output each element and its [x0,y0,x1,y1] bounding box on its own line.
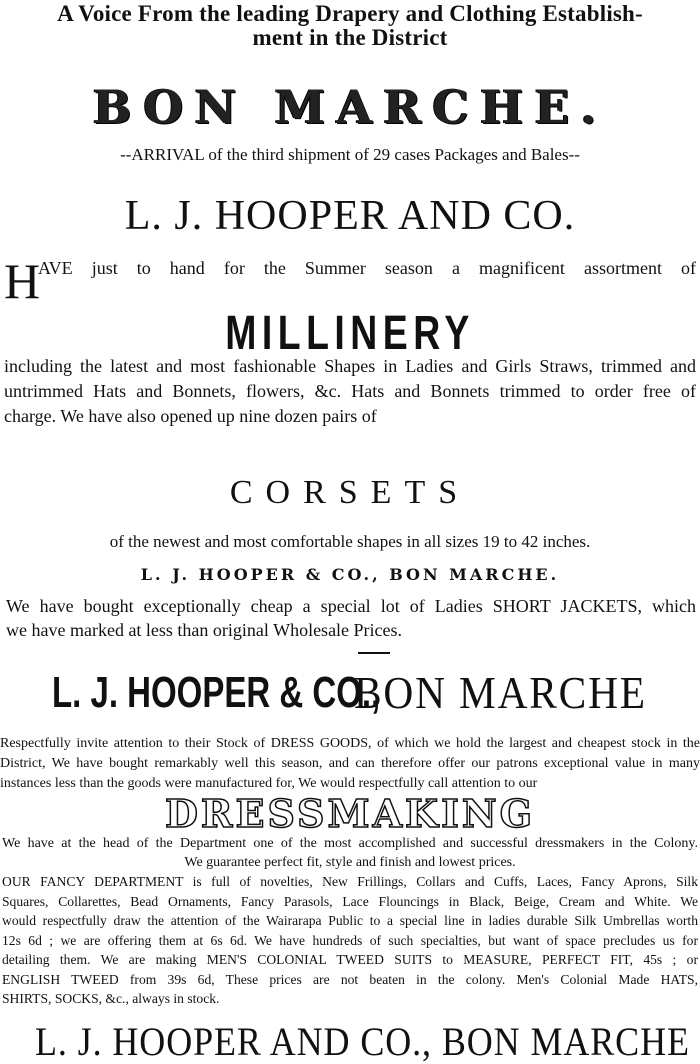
headline [0,2,700,50]
arrival-notice: --ARRIVAL of the third shipment of 29 cases Packages and Bales-- [120,145,580,164]
fancy-line: would respectfully draw the attention of the Wairarapa Public to a special line in ladies durable Silk Umbrellas worth [2,913,698,928]
intro-text: AVE just to hand for the Summer season a magnificent assortment of [38,258,696,278]
jackets-paragraph [6,594,696,642]
headline-line-1: A Voice From the leading Drapery and Clothing Establish- [57,2,643,26]
fancy-department-paragraph [2,872,698,1009]
firm-name-bold: L. J. HOOPER & CO., [52,668,381,717]
fancy-line: detailing them. We are making MEN'S COLONIAL TWEED SUITS to MEASURE, PERFECT FIT, 45s ; or [2,952,698,967]
jackets-line: We have bought exceptionally cheap a special lot of Ladies SHORT JACKETS, which [6,596,696,616]
millinery-line: charge. We have also opened up nine dozen pairs of [4,406,377,426]
dress-goods-line: instances less than the goods were manufactured for, We would respectfully call attention to our [0,776,538,791]
footer-firm-name: L. J. HOOPER AND CO., BON MARCHE [35,1019,690,1064]
dress-goods-line: Respectfully invite attention to their Stock of DRESS GOODS, of which we hold the largest and cheapest stock in the [0,736,700,751]
store-name-serif: BON MARCHE [354,667,647,718]
dress-goods-line: District, We have bought remarkably well this season, and can therefore offer our patrons exceptional value in many [0,756,700,771]
firm-name-heading: L. J. HOOPER AND CO. [124,193,576,239]
jackets-line: we have marked at less than original Wholesale Prices. [6,620,403,640]
guarantee-text: We guarantee perfect fit, style and finish and lowest prices. [184,855,516,870]
intro-paragraph [0,252,700,312]
fancy-line: Squares, Collarettes, Bead Ornaments, Fancy Parasols, Lace Flouncings in Black, Beige, Cream and White. We [2,893,698,909]
fancy-line: SHIRTS, SOCKS, &c., always in stock. [2,991,220,1006]
fancy-line: OUR FANCY DEPARTMENT is full of novelties, New Frillings, Collars and Cuffs, Laces, Fancy Aprons, Silk [2,874,698,889]
millinery-paragraph [4,354,696,429]
firm-name-subheading: L. J. HOOPER & CO., BON MARCHE. [140,565,560,584]
divider [358,652,390,654]
headline-line-2: ment in the District [252,26,448,50]
corsets-heading: CORSETS [229,474,471,511]
drop-cap: H [4,253,41,309]
dressmaking-text: We have at the head of the Department one of the most accomplished and successful dressmakers in the Colony. [2,836,698,851]
fancy-line: 12s 6d ; we are offering them at 6s 6d. We have hundreds of such specialties, but want of space precludes us for [2,932,698,948]
dress-goods-paragraph [0,734,700,794]
fancy-line: ENGLISH TWEED from 39s 6d, These prices are not beaten in the colony. Men's Colonial Made HATS, [2,971,698,987]
millinery-line: untrimmed Hats and Bonnets, flowers, &c. Hats and Bonnets trimmed to order free of [4,381,696,401]
millinery-heading: MILLINERY [225,307,475,360]
store-name-banner: BON MARCHE. [92,84,608,130]
millinery-line: including the latest and most fashionable Shapes in Ladies and Girls Straws, trimmed and [4,356,696,376]
corsets-description: of the newest and most comfortable shapes in all sizes 19 to 42 inches. [109,532,591,551]
firm-name-banner [0,662,700,726]
dressmaking-heading: DRESSMAKING [164,794,536,834]
